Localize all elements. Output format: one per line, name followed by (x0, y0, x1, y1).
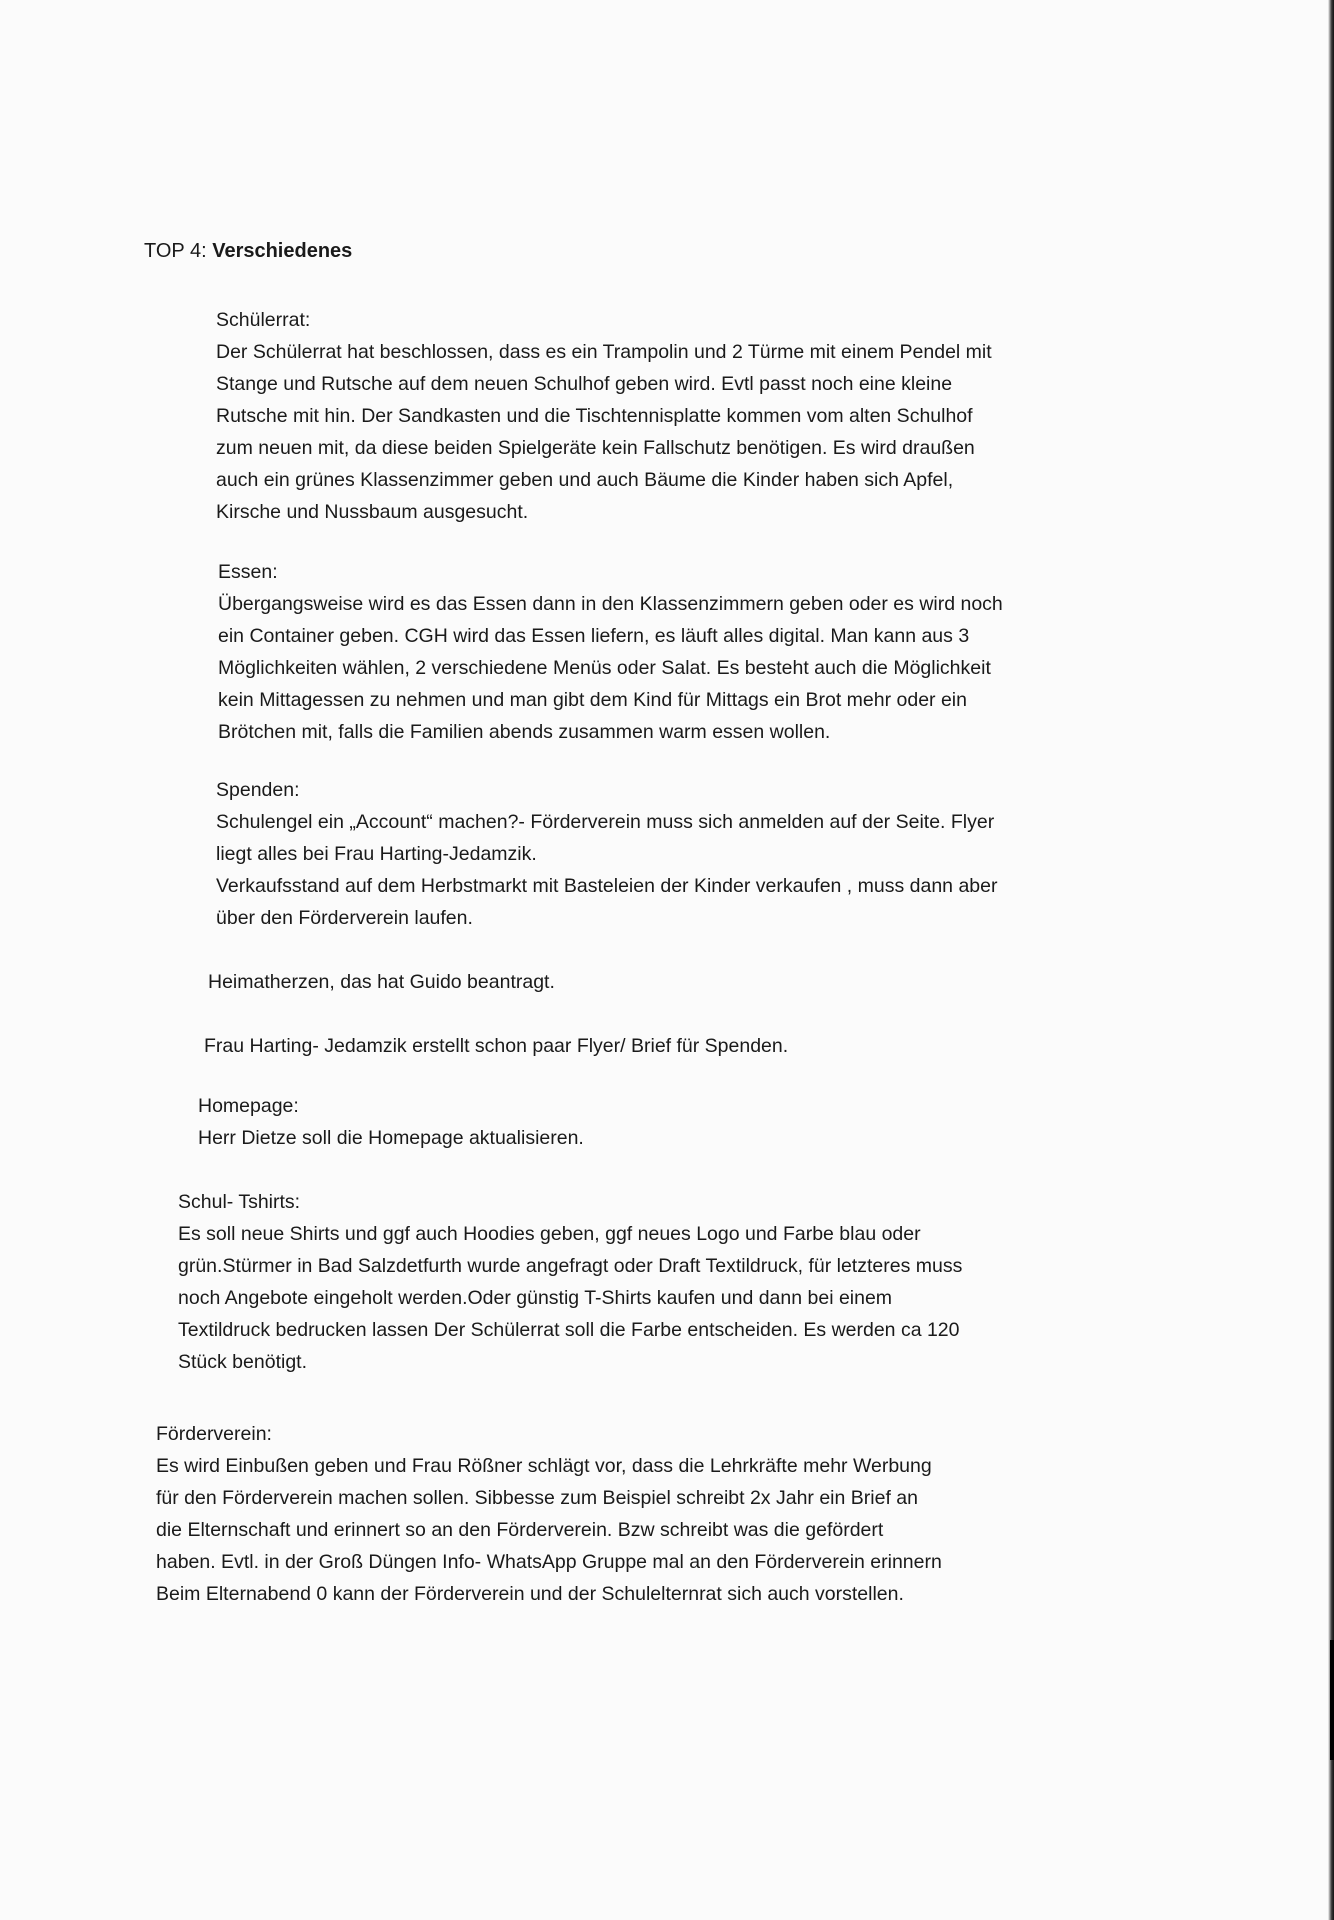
tshirts-line: noch Angebote eingeholt werden.Oder günstig T-Shirts kaufen und dann bei einem (178, 1287, 893, 1309)
heimatherzen-line: Heimatherzen, das hat Guido beantragt. (208, 971, 555, 993)
essen-line: kein Mittagessen zu nehmen und man gibt dem Kind für Mittags ein Brot mehr oder ein (218, 689, 967, 711)
spenden-title: Spenden: (216, 779, 300, 801)
heading-title: Verschiedenes (212, 240, 353, 262)
schuelerrat-title: Schülerrat: (216, 309, 311, 331)
schuelerrat-line: Rutsche mit hin. Der Sandkasten und die Tischtennisplatte kommen vom alten Schulhof (216, 405, 973, 427)
foerderverein-line: haben. Evtl. in der Groß Düngen Info- WhatsApp Gruppe mal an den Förderverein erinnern (156, 1551, 942, 1573)
tshirts-line: Es soll neue Shirts und ggf auch Hoodies geben, ggf neues Logo und Farbe blau oder (178, 1223, 921, 1245)
spenden-line: liegt alles bei Frau Harting-Jedamzik. (216, 843, 537, 865)
heimatherzen-note (208, 966, 555, 998)
foerderverein-section (156, 1418, 942, 1610)
schuelerrat-line: Der Schülerrat hat beschlossen, dass es ein Trampolin und 2 Türme mit einem Pendel mit (216, 341, 992, 363)
homepage-title: Homepage: (198, 1095, 299, 1117)
harting-line: Frau Harting- Jedamzik erstellt schon paar Flyer/ Brief für Spenden. (204, 1035, 789, 1057)
foerderverein-title: Förderverein: (156, 1423, 272, 1445)
spenden-line: Verkaufsstand auf dem Herbstmarkt mit Basteleien der Kinder verkaufen , muss dann aber (216, 875, 998, 897)
harting-note (204, 1030, 788, 1062)
foerderverein-line: für den Förderverein machen sollen. Sibbesse zum Beispiel schreibt 2x Jahr ein Brief an (156, 1487, 918, 1509)
tshirts-section (178, 1186, 962, 1378)
foerderverein-line: Es wird Einbußen geben und Frau Rößner schlägt vor, dass die Lehrkräfte mehr Werbung (156, 1455, 932, 1477)
foerderverein-line: die Elternschaft und erinnert so an den Förderverein. Bzw schreibt was die gefördert (156, 1519, 884, 1541)
tshirts-title: Schul- Tshirts: (178, 1191, 301, 1213)
schuelerrat-line: Kirsche und Nussbaum ausgesucht. (216, 501, 529, 523)
homepage-section (198, 1090, 584, 1154)
spenden-section (216, 774, 997, 934)
tshirts-line: Textildruck bedrucken lassen Der Schülerrat soll die Farbe entscheiden. Es werden ca 120 (178, 1319, 960, 1341)
schuelerrat-line: auch ein grünes Klassenzimmer geben und auch Bäume die Kinder haben sich Apfel, (216, 469, 954, 491)
spenden-line: Schulengel ein „Account“ machen?- Förderverein muss sich anmelden auf der Seite. Flyer (216, 811, 995, 833)
essen-line: ein Container geben. CGH wird das Essen liefern, es läuft alles digital. Man kann aus 3 (218, 625, 970, 647)
essen-line: Brötchen mit, falls die Familien abends zusammen warm essen wollen. (218, 721, 831, 743)
scan-edge-mark (1330, 1640, 1334, 1760)
foerderverein-line: Beim Elternabend 0 kann der Förderverein und der Schulelternrat sich auch vorstellen. (156, 1583, 904, 1605)
homepage-line: Herr Dietze soll die Homepage aktualisieren. (198, 1127, 584, 1149)
heading-prefix: TOP 4: (144, 240, 207, 262)
essen-title: Essen: (218, 561, 278, 583)
essen-line: Möglichkeiten wählen, 2 verschiedene Menüs oder Salat. Es besteht auch die Möglichkeit (218, 657, 991, 679)
spenden-line: über den Förderverein laufen. (216, 907, 473, 929)
essen-line: Übergangsweise wird es das Essen dann in den Klassenzimmern geben oder es wird noch (218, 593, 1003, 615)
tshirts-line: Stück benötigt. (178, 1351, 307, 1373)
schuelerrat-line: zum neuen mit, da diese beiden Spielgeräte kein Fallschutz benötigen. Es wird draußen (216, 437, 975, 459)
section-heading (144, 240, 352, 263)
essen-section (218, 556, 1003, 748)
schuelerrat-line: Stange und Rutsche auf dem neuen Schulhof geben wird. Evtl passt noch eine kleine (216, 373, 953, 395)
schuelerrat-section (216, 304, 992, 528)
tshirts-line: grün.Stürmer in Bad Salzdetfurth wurde angefragt oder Draft Textildruck, für letzteres muss (178, 1255, 963, 1277)
scan-edge-shadow (1328, 0, 1334, 1920)
